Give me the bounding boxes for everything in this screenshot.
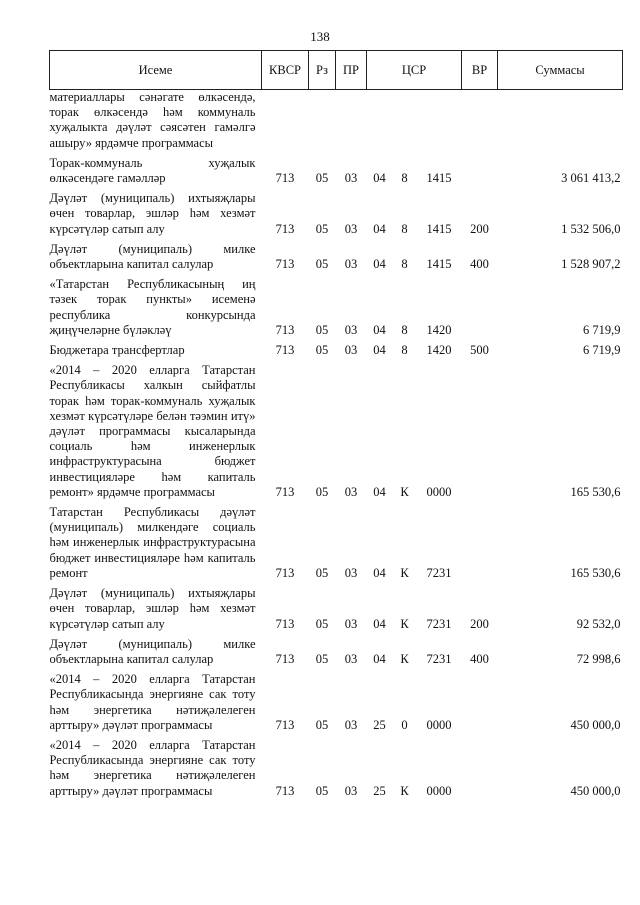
row-rz: 05 [315,484,329,499]
row-kvsr [262,90,309,151]
row-csr-subprogram [393,90,417,151]
row-pr: 03 [344,257,358,272]
page-number: 138 [310,29,330,44]
table-row [50,733,623,799]
row-name: Дәүләт (муниципаль) ихтыяҗлары өчен товарлар, эшләр һәм хезмәт күрсәтүләр сатып алу [49,586,256,631]
row-rz: 05 [315,257,329,272]
row-pr: 03 [344,565,358,580]
row-vr [462,733,498,799]
row-vr [462,151,498,186]
row-rz: 05 [315,783,329,798]
row-pr [336,90,367,151]
row-csr-subprogram: 8 [401,322,408,337]
row-csr-subprogram: К [400,651,409,666]
row-kvsr: 713 [275,565,295,580]
row-kvsr: 713 [275,343,295,358]
row-vr [462,500,498,581]
row-amount [498,90,623,151]
row-amount: 450 000,0 [570,717,621,732]
row-pr: 03 [344,171,358,186]
row-amount: 450 000,0 [570,783,621,798]
row-rz: 05 [315,343,329,358]
row-amount: 165 530,6 [570,484,621,499]
row-rz: 05 [315,651,329,666]
table-row [50,632,623,667]
row-rz: 05 [315,171,329,186]
row-kvsr: 713 [275,257,295,272]
row-amount: 165 530,6 [570,565,621,580]
table-body [50,90,623,799]
header-rz: Рз [309,51,336,90]
row-csr-direction: 1415 [426,257,452,272]
row-csr-direction: 7231 [426,616,452,631]
row-csr-subprogram: 0 [401,717,408,732]
table-row [50,667,623,733]
row-pr: 03 [344,221,358,236]
row-vr: 500 [470,343,489,358]
row-csr-subprogram: К [400,484,409,499]
row-amount: 92 532,0 [576,616,621,631]
row-csr-program: 04 [373,565,386,580]
row-csr-program: 25 [373,717,386,732]
header-pr: ПР [336,51,367,90]
row-kvsr: 713 [275,616,295,631]
table-row [50,581,623,632]
row-csr-program: 04 [373,257,386,272]
row-pr: 03 [344,484,358,499]
row-csr-direction: 1420 [426,343,452,358]
row-vr [462,90,498,151]
row-csr-direction: 0000 [426,783,452,798]
row-kvsr: 713 [275,171,295,186]
table-row [50,338,623,358]
row-name: Дәүләт (муниципаль) ихтыяҗлары өчен товарлар, эшләр һәм хезмәт күрсәтүләр сатып алу [49,191,256,236]
row-csr-direction [417,90,462,151]
row-amount: 6 719,9 [583,322,621,337]
row-kvsr: 713 [275,221,295,236]
row-csr-program: 04 [373,221,386,236]
row-vr [462,667,498,733]
row-csr-subprogram: К [400,616,409,631]
row-csr-subprogram: 8 [401,257,408,272]
row-name: «2014 – 2020 елларга Татарстан Республикасы халкын сыйфатлы торак һәм торак-коммуналь хуҗалык хезмәт күрсәтүләре белән тәэмин итү» дәүләт программасы кысаларында социаль һәм инженерлык инфраструктурасына бюджет инвестицияләре һәм капиталь ремонт» ярдәмче программасы [49,363,256,499]
row-pr: 03 [344,717,358,732]
row-pr: 03 [344,616,358,631]
header-amount: Суммасы [498,51,623,90]
row-csr-program: 04 [373,343,386,358]
header-csr: ЦСР [367,51,462,90]
header-name: Исеме [50,51,262,90]
row-csr-program: 04 [373,322,386,337]
row-name: «2014 – 2020 елларга Татарстан Республикасында энергияне сак тоту һәм энергетика нәтиҗәлелеген арттыру» дәүләт программасы [49,672,256,732]
row-rz: 05 [315,221,329,236]
row-amount: 3 061 413,2 [561,171,621,186]
table-row [50,186,623,237]
row-csr-direction: 0000 [426,484,452,499]
row-csr-direction: 1415 [426,221,452,236]
row-kvsr: 713 [275,717,295,732]
row-csr-subprogram: 8 [401,343,408,358]
header-kvsr: КВСР [262,51,309,90]
row-amount: 1 532 506,0 [561,221,621,236]
row-csr-direction: 0000 [426,717,452,732]
row-csr-direction: 1420 [426,322,452,337]
row-rz: 05 [315,322,329,337]
row-vr: 200 [470,616,489,631]
row-csr-program: 25 [373,783,386,798]
row-name: Татарстан Республикасы дәүләт (муниципаль) милкендәге социаль һәм инженерлык инфраструктурасына бюджет инвестицияләре һәм капиталь ремонт [49,505,256,580]
table-row [50,358,623,500]
row-name: Бюджетара трансфертлар [49,343,185,358]
row-csr-subprogram: 8 [401,221,408,236]
row-csr-program: 04 [373,484,386,499]
row-vr: 400 [470,257,489,272]
row-name: Торак-коммуналь хуҗалык өлкәсендәге гамәлләр [49,155,256,186]
row-rz: 05 [315,565,329,580]
row-csr-subprogram: 8 [401,171,408,186]
row-rz: 05 [315,717,329,732]
row-pr: 03 [344,343,358,358]
header-vr: ВР [462,51,498,90]
budget-table [49,50,623,799]
row-amount: 72 998,6 [576,651,621,666]
row-csr-direction: 1415 [426,171,452,186]
table-row [50,90,623,151]
row-vr: 200 [470,221,489,236]
row-csr-program [367,90,393,151]
table-row [50,272,623,338]
row-rz [309,90,336,151]
row-vr [462,272,498,338]
row-csr-program: 04 [373,616,386,631]
row-name: материаллары сәнәгате өлкәсендә, торак өлкәсендә һәм коммуналь хуҗалыкта дәүләт сәясәтен гамәлгә ашыру» ярдәмче программасы [49,90,256,150]
row-kvsr: 713 [275,783,295,798]
row-csr-subprogram: К [400,783,409,798]
row-kvsr: 713 [275,484,295,499]
row-amount: 1 528 907,2 [561,257,621,272]
row-pr: 03 [344,783,358,798]
row-kvsr: 713 [275,322,295,337]
row-name: «Татарстан Республикасының иң тәзек торак пункты» исеменә республика конкурсында җиңүчеләрне бүләкләү [49,277,256,337]
row-csr-program: 04 [373,651,386,666]
table-row [50,151,623,186]
row-amount: 6 719,9 [583,343,621,358]
row-pr: 03 [344,322,358,337]
row-vr [462,358,498,500]
table-row [50,237,623,272]
row-vr: 400 [470,651,489,666]
table-header-row [50,51,623,90]
row-pr: 03 [344,651,358,666]
row-csr-subprogram: К [400,565,409,580]
table-row [50,500,623,581]
row-csr-direction: 7231 [426,651,452,666]
row-name: Дәүләт (муниципаль) милке объектларына капитал салулар [49,636,256,666]
row-name: «2014 – 2020 елларга Татарстан Республикасында энергияне сак тоту һәм энергетика нәтиҗәлелеген арттыру» дәүләт программасы [49,737,256,798]
row-rz: 05 [315,616,329,631]
row-kvsr: 713 [275,651,295,666]
row-name: Дәүләт (муниципаль) милке объектларына капитал салулар [49,241,256,272]
row-csr-program: 04 [373,171,386,186]
row-csr-direction: 7231 [426,565,452,580]
